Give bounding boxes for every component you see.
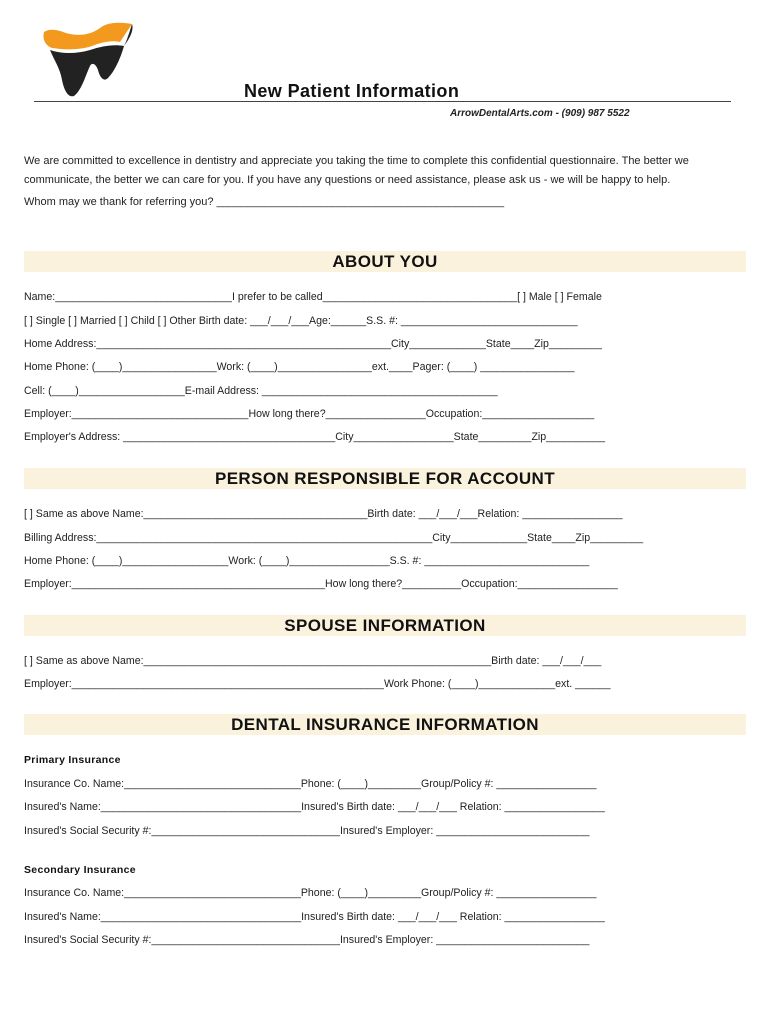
title-divider (34, 101, 731, 102)
spouse-employer-line[interactable]: Employer:_____________________________________________________Work Phone: (____)_____________ext. ______ (24, 678, 611, 690)
about-employer-address-line[interactable]: Employer's Address: ____________________________________City_________________State_________Zip__________ (24, 431, 606, 443)
intro-block (24, 152, 746, 212)
primary-insurance-title: Primary Insurance (24, 754, 121, 766)
contact-info: ArrowDentalArts.com - (909) 987 5522 (450, 108, 630, 119)
form-title: New Patient Information (244, 81, 460, 101)
section-heading-insurance: DENTAL INSURANCE INFORMATION (24, 714, 746, 735)
tooth-logo-icon (40, 20, 140, 98)
about-address-line[interactable]: Home Address:__________________________________________________City_____________State____Zip_________ (24, 338, 602, 350)
secondary-ssn-line[interactable]: Insured's Social Security #:________________________________Insured's Employer: __________________________ (24, 934, 590, 946)
about-cell-email-line[interactable]: Cell: (____)__________________E-mail Address: ________________________________________ (24, 385, 498, 397)
about-name-line[interactable]: Name:______________________________I prefer to be called_________________________________[ ] Male [ ] Female (24, 291, 602, 303)
spouse-name-line[interactable]: [ ] Same as above Name:___________________________________________________________Birth date: ___/___/___ (24, 655, 602, 667)
about-status-line[interactable]: [ ] Single [ ] Married [ ] Child [ ] Other Birth date: ___/___/___Age:______S.S. #: ______________________________ (24, 315, 578, 327)
section-heading-spouse: SPOUSE INFORMATION (24, 615, 746, 636)
responsible-name-line[interactable]: [ ] Same as above Name:______________________________________Birth date: ___/___/___Relation: _________________ (24, 508, 623, 520)
responsible-phone-line[interactable]: Home Phone: (____)__________________Work: (____)_________________S.S. #: ____________________________ (24, 555, 590, 567)
primary-company-line[interactable]: Insurance Co. Name:______________________________Phone: (____)_________Group/Policy #: _________________ (24, 778, 597, 790)
secondary-company-line[interactable]: Insurance Co. Name:______________________________Phone: (____)_________Group/Policy #: _________________ (24, 887, 597, 899)
secondary-insured-line[interactable]: Insured's Name:__________________________________Insured's Birth date: ___/___/___ Relation: _________________ (24, 911, 605, 923)
responsible-billing-line[interactable]: Billing Address:_________________________________________________________City_____________State____Zip_________ (24, 532, 644, 544)
intro-paragraph: We are committed to excellence in dentistry and appreciate you taking the time to complete this confidential questionnaire. The better we communicate, the better we can care for you. If you have any questions or need assistance, please ask us - we will be happy to help. (24, 155, 689, 186)
about-employer-line[interactable]: Employer:______________________________How long there?_________________Occupation:___________________ (24, 408, 595, 420)
secondary-insurance-title: Secondary Insurance (24, 864, 136, 876)
referral-line[interactable]: Whom may we thank for referring you? _______________________________________________ (24, 196, 505, 208)
section-heading-responsible: PERSON RESPONSIBLE FOR ACCOUNT (24, 468, 746, 489)
primary-ssn-line[interactable]: Insured's Social Security #:________________________________Insured's Employer: __________________________ (24, 825, 590, 837)
section-heading-about: ABOUT YOU (24, 251, 746, 272)
about-phone-line[interactable]: Home Phone: (____)________________Work: (____)________________ext.____Pager: (____) ________________ (24, 361, 575, 373)
primary-insured-line[interactable]: Insured's Name:__________________________________Insured's Birth date: ___/___/___ Relation: _________________ (24, 801, 605, 813)
responsible-employer-line[interactable]: Employer:___________________________________________How long there?__________Occupation:_________________ (24, 578, 618, 590)
